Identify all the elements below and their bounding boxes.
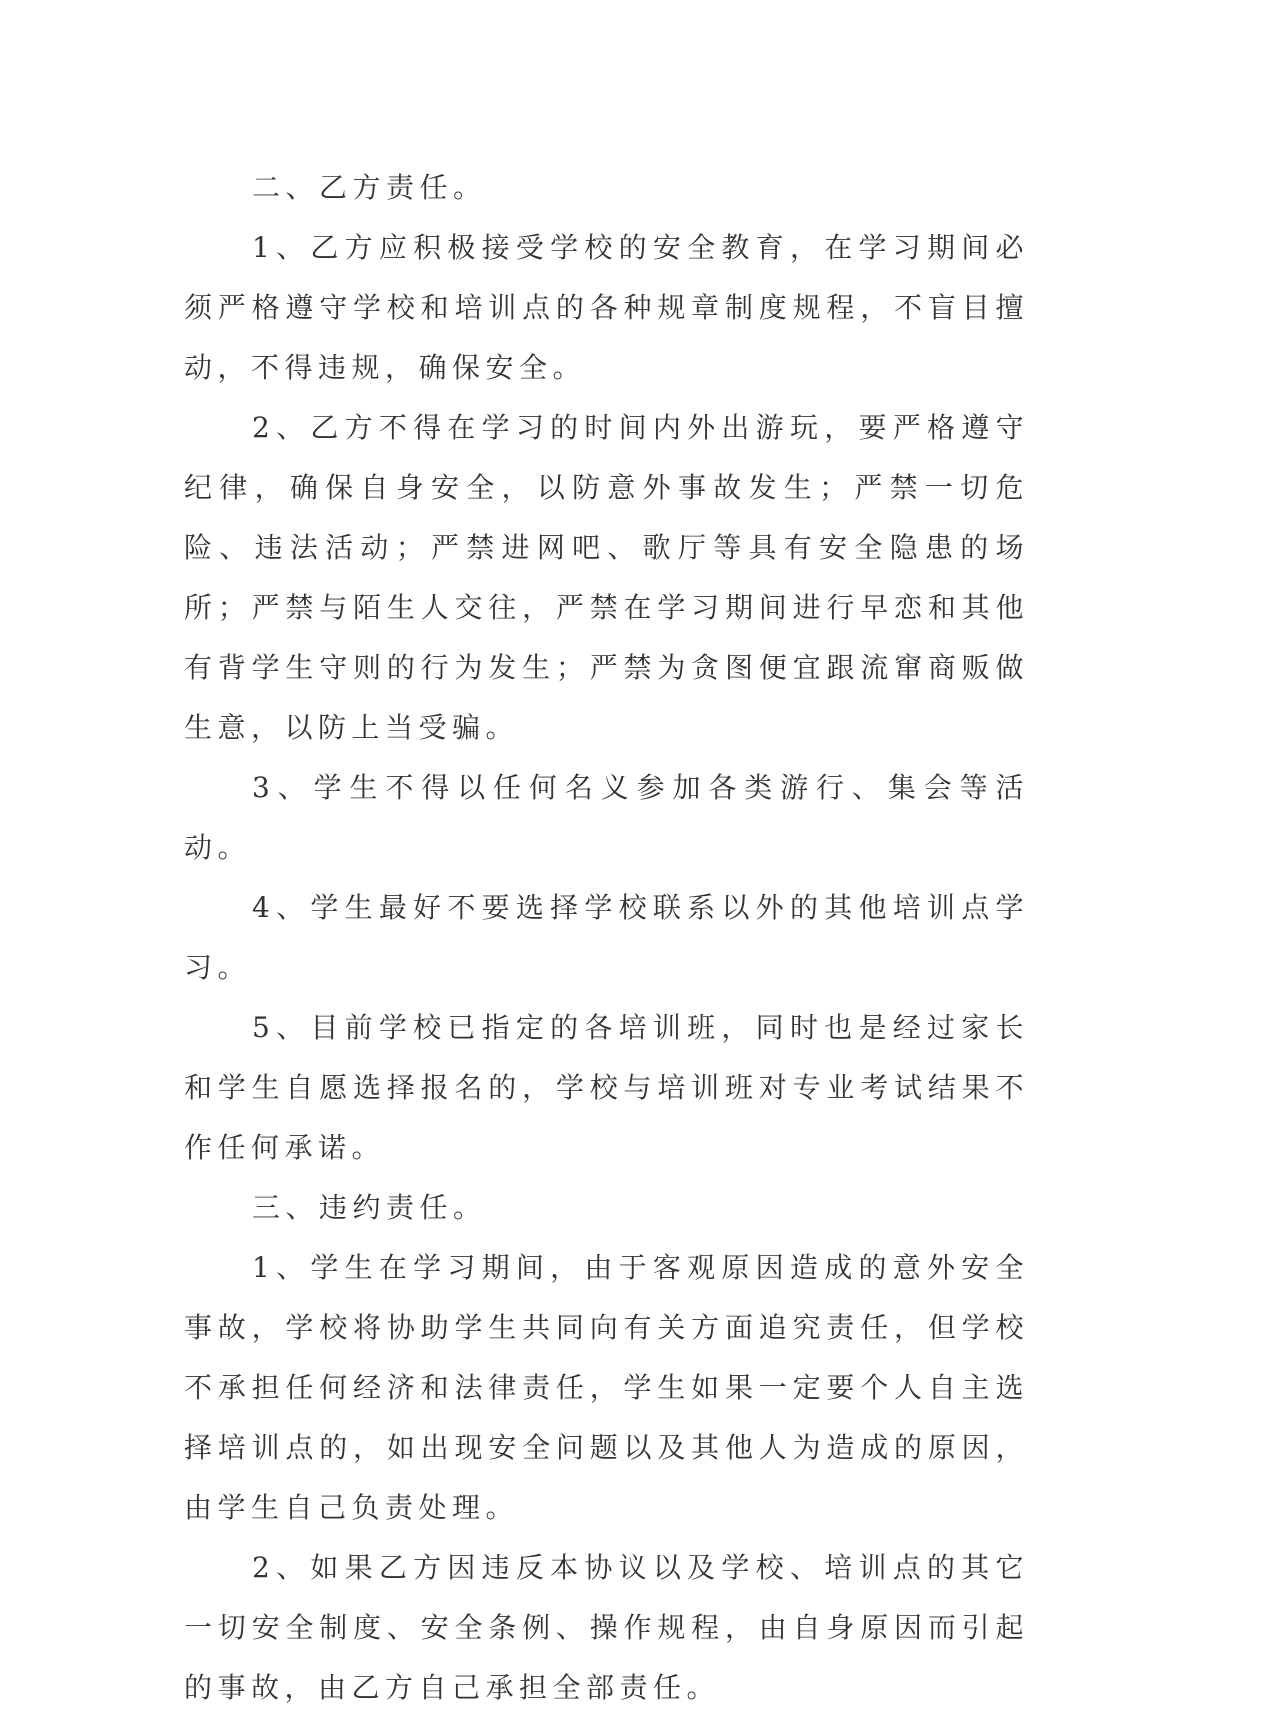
paragraph-duty-3: 3、学生不得以任何名义参加各类游行、集会等活动。 (184, 771, 1029, 864)
paragraph-duty-4: 4、学生最好不要选择学校联系以外的其他培训点学习。 (184, 891, 1029, 984)
paragraph-liability-1: 1、学生在学习期间，由于客观原因造成的意外安全事故，学校将协助学生共同向有关方面追究责任，但学校不承担任何经济和法律责任，学生如果一定要个人自主选择培训点的，如出现安全问题以及其他人为造成的原因，由学生自己负责处理。 (184, 1251, 1029, 1524)
paragraph-duty-1: 1、乙方应积极接受学校的安全教育，在学习期间必须严格遵守学校和培训点的各种规章制度规程，不盲目擅动，不得违规，确保安全。 (184, 231, 1029, 384)
section-heading-breach-liability: 三、违约责任。 (252, 1191, 487, 1224)
paragraph-duty-5: 5、目前学校已指定的各培训班，同时也是经过家长和学生自愿选择报名的，学校与培训班对专业考试结果不作任何承诺。 (184, 1011, 1029, 1164)
paragraph-duty-2: 2、乙方不得在学习的时间内外出游玩，要严格遵守纪律，确保自身安全，以防意外事故发生；严禁一切危险、违法活动；严禁进网吧、歌厅等具有安全隐患的场所；严禁与陌生人交往，严禁在学习期间进行早恋和其他有背学生守则的行为发生；严禁为贪图便宜跟流窜商贩做生意，以防上当受骗。 (184, 411, 1029, 744)
document-body (184, 158, 1029, 1718)
paragraph-liability-2: 2、如果乙方因违反本协议以及学校、培训点的其它一切安全制度、安全条例、操作规程，由自身原因而引起的事故，由乙方自己承担全部责任。 (184, 1551, 1029, 1704)
section-heading-party-b-duties: 二、乙方责任。 (252, 171, 487, 204)
